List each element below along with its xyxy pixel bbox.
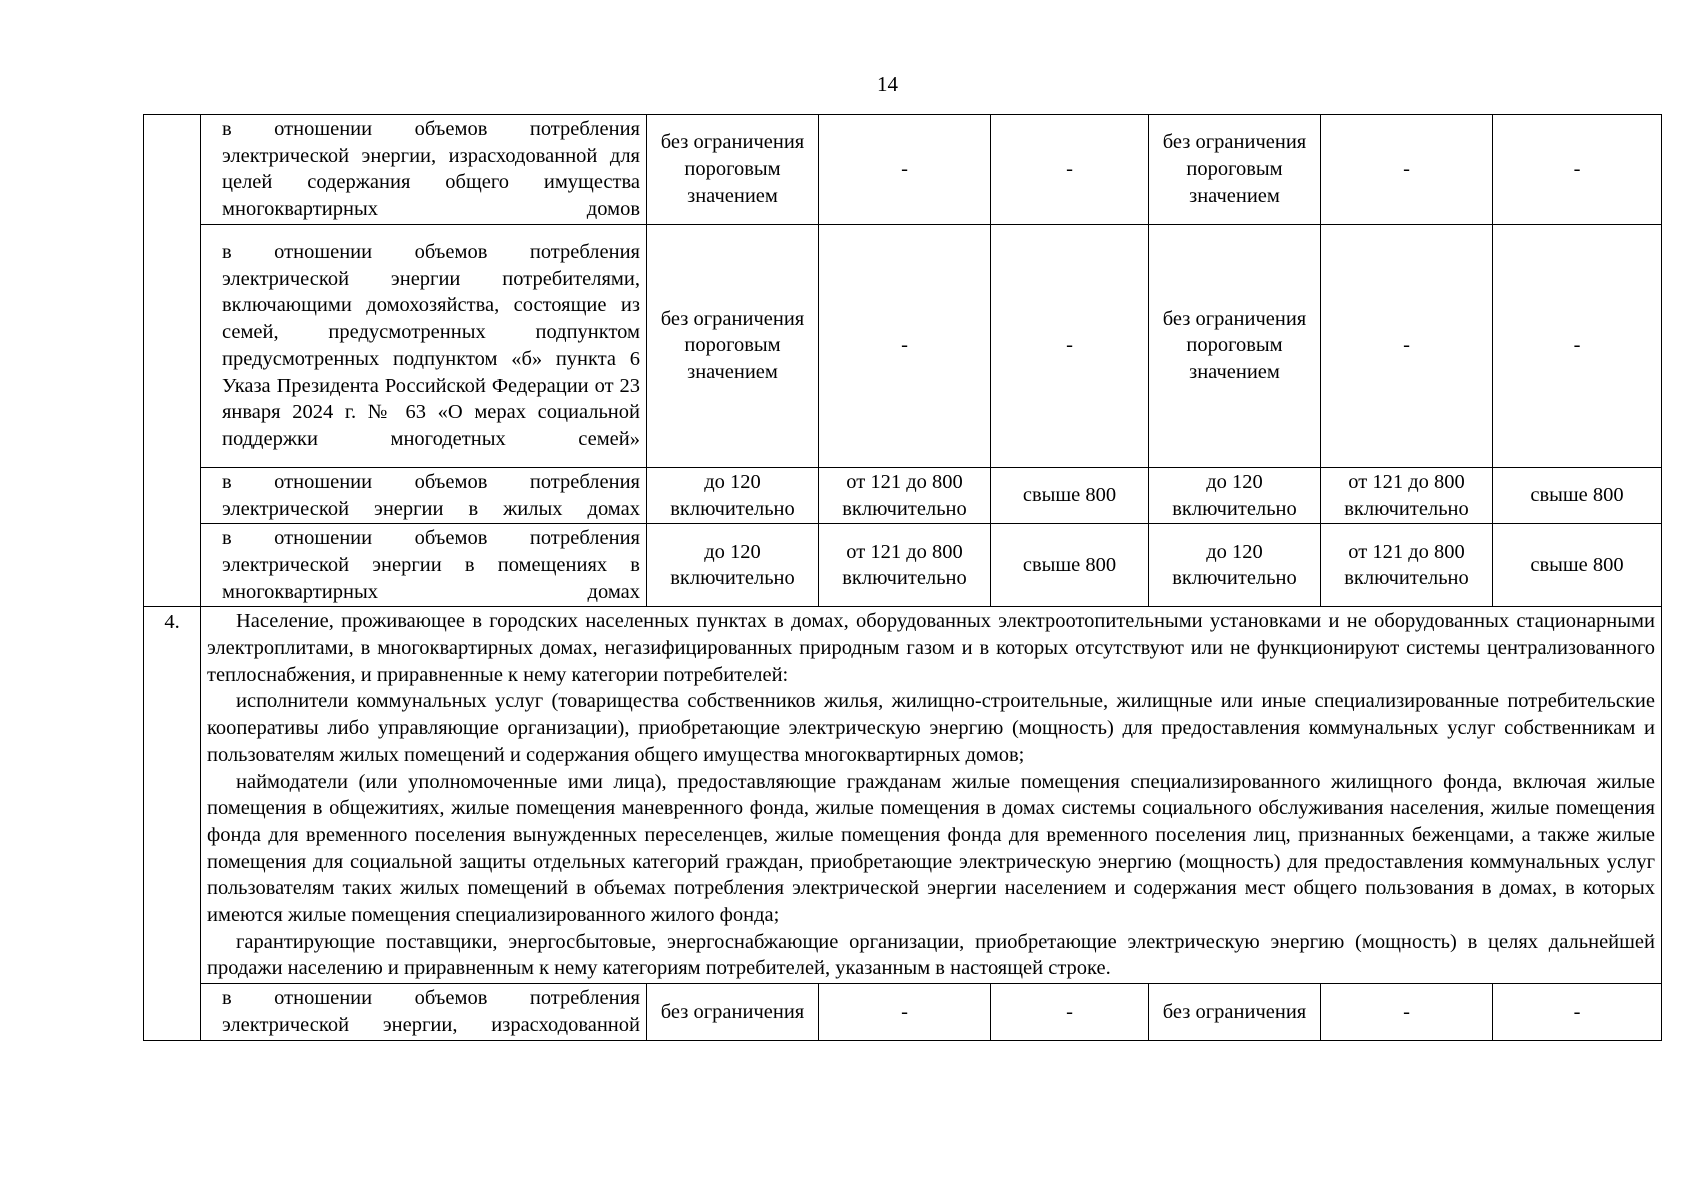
- tariff-cell: без ограничения: [1149, 984, 1321, 1040]
- tariff-cell: -: [819, 224, 991, 467]
- tariff-cell: без ограничения пороговым значением: [1149, 115, 1321, 225]
- tariff-cell: свыше 800: [991, 467, 1149, 523]
- tariff-cell: -: [819, 115, 991, 225]
- tariff-cell: без ограничения: [647, 984, 819, 1040]
- section-paragraph: гарантирующие поставщики, энергосбытовые, энергоснабжающие организации, приобретающие электрическую энергию (мощность) в целях дальнейшей продажи населению и приравненным к нему категориям потребителей, указанным в настоящей строке.: [207, 930, 1655, 980]
- tariff-cell: от 121 до 800 включительно: [819, 524, 991, 607]
- row-description: в отношении объемов потребления электрической энергии, израсходованной: [201, 984, 647, 1040]
- tariff-cell: -: [1493, 115, 1662, 225]
- row-description: в отношении объемов потребления электрической энергии, израсходованной для целей содержания общего имущества многоквартирных домов: [201, 115, 647, 225]
- table-row: [144, 984, 1662, 1040]
- tariff-cell: -: [1493, 224, 1662, 467]
- tariff-cell: без ограничения пороговым значением: [1149, 224, 1321, 467]
- tariff-cell: -: [1321, 224, 1493, 467]
- tariff-cell: до 120 включительно: [647, 524, 819, 607]
- section-paragraph: исполнители коммунальных услуг (товарищества собственников жилья, жилищно-строительные, жилищные или иные специализированные потребительские кооперативы либо управляющие организации), приобретающие электрическую энергию (мощность) для предоставления коммунальных услуг собственникам и пользователям жилых помещений и содержания общего имущества многоквартирных домов;: [207, 690, 1655, 766]
- tariff-cell: от 121 до 800 включительно: [819, 467, 991, 523]
- tariff-cell: от 121 до 800 включительно: [1321, 467, 1493, 523]
- tariff-cell: -: [991, 984, 1149, 1040]
- tariff-cell: -: [1321, 984, 1493, 1040]
- page-number: 14: [877, 72, 898, 96]
- row-description: в отношении объемов потребления электрической энергии потребителями, включающими домохозяйства, состоящие из семей, предусмотренных подпунктом предусмотренных подпунктом «б» пункта 6 Указа Президента Российской Федерации от 23 января 2024 г. № 63 «О мерах социальной поддержки многодетных семей»: [201, 224, 647, 467]
- tariff-cell: до 120 включительно: [1149, 524, 1321, 607]
- tariff-cell: -: [1493, 984, 1662, 1040]
- tariff-cell: -: [991, 224, 1149, 467]
- tariff-cell: свыше 800: [1493, 467, 1662, 523]
- table-row: [144, 467, 1662, 523]
- section-number: 4.: [144, 607, 201, 1040]
- tariff-cell: до 120 включительно: [647, 467, 819, 523]
- table-row: [144, 524, 1662, 607]
- row-description: в отношении объемов потребления электрической энергии в помещениях в многоквартирных домах: [201, 524, 647, 607]
- tariff-cell: без ограничения пороговым значением: [647, 224, 819, 467]
- row-description: в отношении объемов потребления электрической энергии в жилых домах: [201, 467, 647, 523]
- row-number-cell: [144, 115, 201, 607]
- tariff-cell: -: [1321, 115, 1493, 225]
- tariff-cell: до 120 включительно: [1149, 467, 1321, 523]
- tariff-cell: -: [991, 115, 1149, 225]
- section-row: [144, 607, 1662, 984]
- section-intro: Население, проживающее в городских населенных пунктах в домах, оборудованных электроотопительными установками и не оборудованных стационарными электроплитами, в многоквартирных домах, негазифицированных природным газом и в которых отсутствуют или не функционируют системы централизованного теплоснабжения, и приравненные к нему категории потребителей:: [207, 610, 1655, 686]
- tariff-cell: -: [819, 984, 991, 1040]
- tariff-table: [143, 114, 1662, 1041]
- tariff-cell: свыше 800: [1493, 524, 1662, 607]
- section-description: [201, 607, 1662, 984]
- tariff-cell: без ограничения пороговым значением: [647, 115, 819, 225]
- tariff-cell: от 121 до 800 включительно: [1321, 524, 1493, 607]
- table-row: [144, 115, 1662, 225]
- section-paragraph: наймодатели (или уполномоченные ими лица), предоставляющие гражданам жилые помещения специализированного жилищного фонда, включая жилые помещения в общежитиях, жилые помещения маневренного фонда, жилые помещения в домах системы социального обслуживания населения, жилые помещения фонда для временного поселения вынужденных переселенцев, жилые помещения фонда для временного поселения лиц, признанных беженцами, а также жилые помещения для социальной защиты отдельных категорий граждан, приобретающие электрическую энергию (мощность) для предоставления коммунальных услуг пользователям таких жилых помещений в объемах потребления электрической энергии населением и содержания мест общего пользования в домах, в которых имеются жилые помещения специализированного жилого фонда;: [207, 770, 1655, 927]
- table-row: [144, 224, 1662, 467]
- tariff-cell: свыше 800: [991, 524, 1149, 607]
